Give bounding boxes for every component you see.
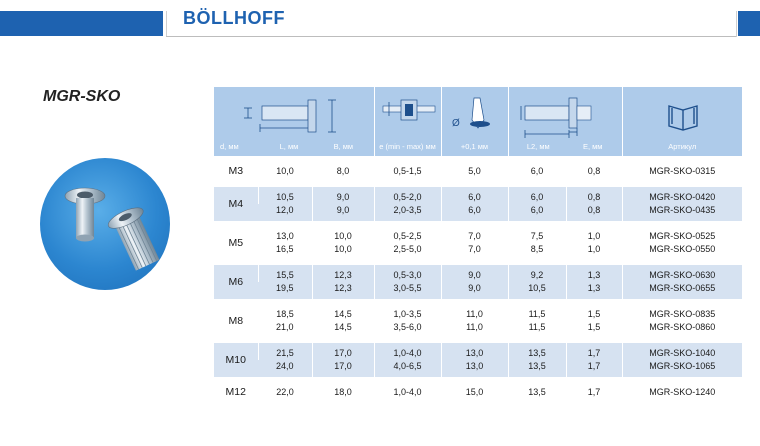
length-cell: 10,5 bbox=[258, 187, 312, 204]
thread-size-cell: M4 bbox=[214, 187, 258, 221]
length-cell: 16,5 bbox=[275, 244, 294, 254]
length-cell: 13,0 bbox=[258, 226, 312, 243]
article-number-cell: MGR-SKO-0550 bbox=[622, 243, 742, 260]
length-cell: 21,5 bbox=[258, 343, 312, 360]
installed-length-cell: 6,0 bbox=[508, 187, 566, 204]
flange-height-cell: 0,8 bbox=[566, 204, 622, 221]
flange-diameter-cell: 17,0 bbox=[312, 343, 374, 360]
flange-height-cell: 1,5 bbox=[566, 321, 622, 338]
article-number-cell: MGR-SKO-0420 bbox=[622, 187, 742, 204]
table-row bbox=[214, 265, 742, 282]
table-row bbox=[214, 343, 742, 360]
flange-height-cell: 1,3 bbox=[566, 265, 622, 282]
header-divider-left bbox=[166, 11, 167, 37]
hole-diameter-cell: 9,0 bbox=[441, 265, 508, 282]
grip-range-cell: 2,0-3,5 bbox=[374, 204, 441, 221]
flange-diameter-cell: 17,0 bbox=[312, 360, 374, 377]
header-d-label: d, мм bbox=[220, 142, 239, 151]
installed-length-cell: 13,5 bbox=[508, 360, 566, 377]
thread-size-cell: M12 bbox=[225, 386, 246, 398]
length-cell: 18,5 bbox=[258, 304, 312, 321]
article-number-cell: MGR-SKO-0315 bbox=[622, 161, 742, 182]
hole-diameter-cell: 13,0 bbox=[441, 360, 508, 377]
hole-diameter-cell: 15,0 bbox=[441, 382, 508, 403]
grip-range-cell: 0,5-2,0 bbox=[374, 187, 441, 204]
installed-length-cell: 11,5 bbox=[508, 304, 566, 321]
flange-height-cell: 1,5 bbox=[566, 304, 622, 321]
grip-range-cell: 1,0-3,5 bbox=[374, 304, 441, 321]
installed-length-cell: 8,5 bbox=[508, 243, 566, 260]
flange-height-cell: 1,7 bbox=[566, 360, 622, 377]
header-e bbox=[374, 87, 441, 156]
rivet-nut-dimensions-icon bbox=[216, 94, 372, 142]
length-cell: 21,0 bbox=[275, 322, 294, 332]
header-hole bbox=[441, 87, 508, 156]
length-cell: 19,5 bbox=[258, 282, 312, 299]
thread-size-cell: M10 bbox=[214, 343, 258, 377]
hole-diameter-cell: 5,0 bbox=[441, 161, 508, 182]
flange-diameter-cell: 9,0 bbox=[312, 204, 374, 221]
grip-range-cell: 0,5-3,0 bbox=[374, 265, 441, 282]
diameter-symbol: Ø bbox=[451, 118, 460, 129]
flange-height-cell: 1,0 bbox=[566, 243, 622, 260]
table-body bbox=[214, 161, 742, 403]
header-article bbox=[622, 87, 742, 156]
article-number-cell: MGR-SKO-0655 bbox=[622, 282, 742, 299]
header-l2-e bbox=[508, 87, 622, 156]
hole-diameter-cell: 13,0 bbox=[441, 343, 508, 360]
flange-diameter-cell: 14,5 bbox=[312, 321, 374, 338]
article-number-cell: MGR-SKO-0435 bbox=[622, 204, 742, 221]
table-row bbox=[214, 204, 742, 221]
grip-range-cell: 4,0-6,5 bbox=[374, 360, 441, 377]
header-underline bbox=[166, 36, 736, 37]
grip-range-cell: 0,5-2,5 bbox=[374, 226, 441, 243]
installed-length-cell: 10,5 bbox=[508, 282, 566, 299]
hole-diameter-cell: 7,0 bbox=[441, 226, 508, 243]
thread-size-cell: M5 bbox=[228, 236, 244, 249]
header-band-left bbox=[0, 11, 163, 36]
installed-length-cell: 7,5 bbox=[508, 226, 566, 243]
thread-size-cell: M3 bbox=[228, 165, 244, 177]
article-number-cell: MGR-SKO-1240 bbox=[622, 382, 742, 403]
table-row bbox=[214, 360, 742, 377]
table-row bbox=[214, 304, 742, 321]
specification-table bbox=[214, 87, 742, 403]
table-row bbox=[214, 187, 742, 204]
header-e-label: e (min - max) мм bbox=[379, 142, 436, 151]
grip-range-cell: 1,0-4,0 bbox=[374, 382, 441, 403]
grip-range-cell: 3,5-6,0 bbox=[374, 321, 441, 338]
flange-height-cell: 0,8 bbox=[566, 161, 622, 182]
length-cell: 22,0 bbox=[258, 382, 312, 403]
flange-height-cell: 1,3 bbox=[566, 282, 622, 299]
header-article-label: Артикул bbox=[668, 142, 697, 151]
header-d-l-b bbox=[214, 87, 374, 156]
table-row bbox=[214, 321, 742, 338]
installed-length-cell: 6,0 bbox=[508, 204, 566, 221]
installed-length-cell: 13,5 bbox=[508, 382, 566, 403]
drill-hole-icon bbox=[444, 94, 508, 138]
table-row bbox=[214, 382, 742, 403]
grip-range-icon bbox=[377, 94, 441, 138]
brand-logo: BÖLLHOFF bbox=[183, 8, 285, 28]
flange-diameter-cell: 12,3 bbox=[312, 265, 374, 282]
flange-height-cell: 0,8 bbox=[566, 187, 622, 204]
flange-height-cell: 1,7 bbox=[566, 382, 622, 403]
flange-height-cell: 1,7 bbox=[566, 343, 622, 360]
flange-diameter-cell: 10,0 bbox=[312, 226, 374, 243]
header-ee-label: E, мм bbox=[582, 142, 603, 151]
header-l-label: L, мм bbox=[279, 142, 299, 151]
hole-diameter-cell: 11,0 bbox=[441, 304, 508, 321]
hole-diameter-cell: 9,0 bbox=[441, 282, 508, 299]
hole-diameter-cell: 6,0 bbox=[441, 187, 508, 204]
blind-rivet-nut-photo bbox=[40, 158, 170, 290]
header-hole-label: +0,1 мм bbox=[460, 142, 489, 151]
flange-diameter-cell: 9,0 bbox=[312, 187, 374, 204]
product-title: MGR-SKO bbox=[43, 88, 121, 105]
flange-diameter-cell: 14,5 bbox=[312, 304, 374, 321]
grip-range-cell: 0,5-1,5 bbox=[374, 161, 441, 182]
table-row bbox=[214, 226, 742, 243]
length-cell: 15,5 bbox=[258, 265, 312, 282]
installed-length-cell: 6,0 bbox=[508, 161, 566, 182]
thread-size-cell: M8 bbox=[228, 314, 244, 327]
installed-length-cell: 11,5 bbox=[508, 321, 566, 338]
thread-size-cell: M6 bbox=[214, 265, 258, 299]
length-cell: 12,0 bbox=[258, 204, 312, 221]
header-divider-right bbox=[736, 11, 737, 37]
table-row bbox=[214, 161, 742, 182]
hole-diameter-cell: 7,0 bbox=[441, 243, 508, 260]
product-photo bbox=[40, 158, 170, 290]
table-row bbox=[214, 243, 742, 260]
article-number-cell: MGR-SKO-0630 bbox=[622, 265, 742, 282]
table-row bbox=[214, 282, 742, 299]
length-cell: 10,0 bbox=[258, 161, 312, 182]
header-band-right bbox=[738, 11, 760, 36]
article-number-cell: MGR-SKO-1040 bbox=[622, 343, 742, 360]
flange-diameter-cell: 10,0 bbox=[312, 243, 374, 260]
grip-range-cell: 2,5-5,0 bbox=[374, 243, 441, 260]
installed-length-icon bbox=[511, 94, 621, 140]
flange-diameter-cell: 18,0 bbox=[312, 382, 374, 403]
grip-range-cell: 1,0-4,0 bbox=[374, 343, 441, 360]
installed-length-cell: 13,5 bbox=[508, 343, 566, 360]
hole-diameter-cell: 6,0 bbox=[441, 204, 508, 221]
table-header-row bbox=[214, 87, 742, 156]
header-b-label: B, мм bbox=[333, 142, 354, 151]
hole-diameter-cell: 11,0 bbox=[441, 321, 508, 338]
article-number-cell: MGR-SKO-1065 bbox=[622, 360, 742, 377]
length-cell: 24,0 bbox=[258, 360, 312, 377]
header-l2-label: L2, мм bbox=[526, 142, 550, 151]
article-number-cell: MGR-SKO-0835 bbox=[622, 304, 742, 321]
flange-diameter-cell: 12,3 bbox=[312, 282, 374, 299]
article-number-cell: MGR-SKO-0860 bbox=[622, 321, 742, 338]
article-number-cell: MGR-SKO-0525 bbox=[622, 226, 742, 243]
flange-diameter-cell: 8,0 bbox=[312, 161, 374, 182]
catalog-book-icon bbox=[625, 94, 741, 134]
flange-height-cell: 1,0 bbox=[566, 226, 622, 243]
grip-range-cell: 3,0-5,5 bbox=[374, 282, 441, 299]
installed-length-cell: 9,2 bbox=[508, 265, 566, 282]
